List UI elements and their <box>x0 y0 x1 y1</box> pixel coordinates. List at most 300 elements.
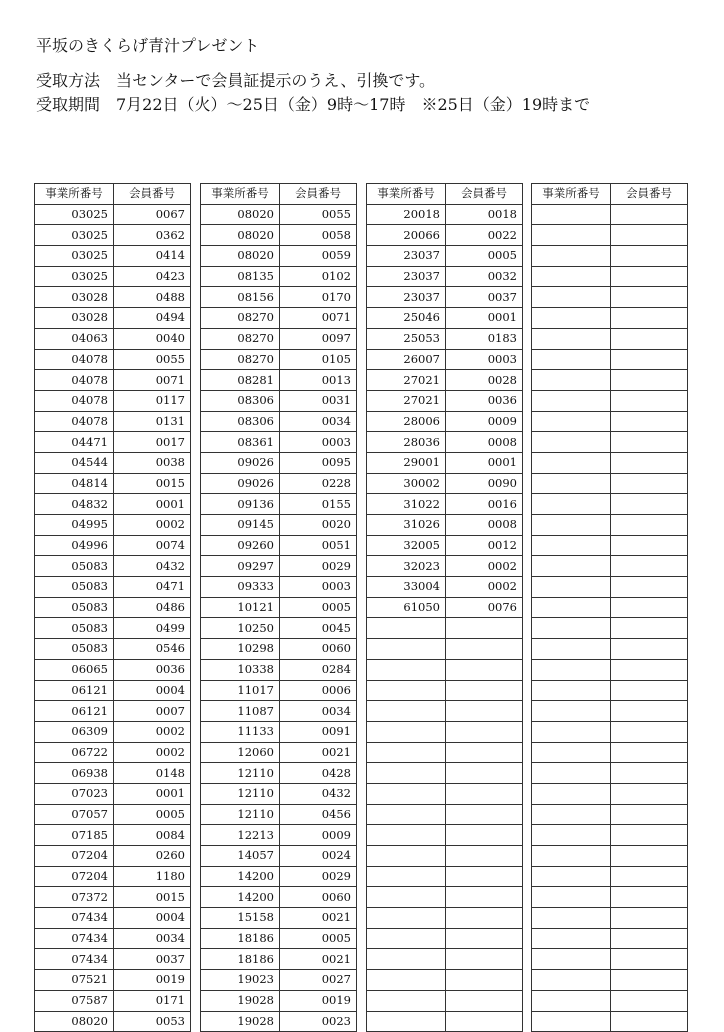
table-row <box>201 742 357 763</box>
member-number-cell: 0003 <box>280 432 357 453</box>
office-number-cell <box>532 825 611 846</box>
table-row <box>201 680 357 701</box>
office-number-cell: 05083 <box>35 639 114 660</box>
member-number-cell: 0037 <box>446 287 523 308</box>
office-number-cell: 28006 <box>367 411 446 432</box>
office-number-cell <box>367 618 446 639</box>
office-number-cell <box>532 928 611 949</box>
table-row <box>367 701 523 722</box>
office-number-cell: 09026 <box>201 452 280 473</box>
member-number-cell: 0024 <box>280 846 357 867</box>
office-number-cell <box>532 225 611 246</box>
table-row <box>367 597 523 618</box>
office-number-cell <box>532 328 611 349</box>
member-number-cell: 0031 <box>280 390 357 411</box>
office-number-cell <box>532 659 611 680</box>
member-number-cell: 0074 <box>114 535 191 556</box>
member-number-cell <box>611 473 688 494</box>
office-number-cell: 04995 <box>35 515 114 536</box>
member-number-cell: 0027 <box>280 970 357 991</box>
office-number-cell: 06121 <box>35 701 114 722</box>
member-number-cell: 0091 <box>280 721 357 742</box>
member-number-cell: 0131 <box>114 411 191 432</box>
member-number-cell: 0148 <box>114 763 191 784</box>
member-number-cell <box>446 908 523 929</box>
table-row <box>532 949 688 970</box>
member-number-cell: 0059 <box>280 246 357 267</box>
table-row <box>35 804 191 825</box>
table-row <box>201 556 357 577</box>
office-number-cell: 03028 <box>35 308 114 329</box>
office-number-cell: 04078 <box>35 390 114 411</box>
office-number-cell <box>367 970 446 991</box>
member-number-cell <box>611 287 688 308</box>
office-number-cell: 04814 <box>35 473 114 494</box>
member-number-cell: 0034 <box>114 928 191 949</box>
table-row <box>367 225 523 246</box>
office-number-cell <box>532 783 611 804</box>
table-row <box>532 618 688 639</box>
office-number-cell <box>532 473 611 494</box>
table-row <box>35 846 191 867</box>
office-number-cell <box>532 618 611 639</box>
table-row <box>35 370 191 391</box>
member-number-cell: 0071 <box>114 370 191 391</box>
table-row <box>201 846 357 867</box>
office-number-cell: 28036 <box>367 432 446 453</box>
office-number-cell: 08270 <box>201 308 280 329</box>
member-number-cell <box>611 680 688 701</box>
member-number-cell: 0002 <box>114 515 191 536</box>
member-number-cell <box>611 266 688 287</box>
office-number-cell: 08020 <box>201 204 280 225</box>
table-row <box>35 928 191 949</box>
member-number-cell <box>611 556 688 577</box>
table-row <box>201 783 357 804</box>
office-number-cell: 07057 <box>35 804 114 825</box>
office-number-cell: 03025 <box>35 266 114 287</box>
member-number-cell: 0038 <box>114 452 191 473</box>
table-row <box>532 370 688 391</box>
office-number-cell: 07372 <box>35 887 114 908</box>
table-row <box>201 494 357 515</box>
table-row <box>201 618 357 639</box>
office-number-cell: 07587 <box>35 990 114 1011</box>
member-number-cell <box>611 990 688 1011</box>
header-member-number: 会員番号 <box>611 184 688 205</box>
office-number-cell: 10121 <box>201 597 280 618</box>
table-row <box>367 515 523 536</box>
table-row <box>201 763 357 784</box>
office-number-cell: 03025 <box>35 246 114 267</box>
office-number-cell: 05083 <box>35 618 114 639</box>
table-row <box>201 1011 357 1032</box>
member-number-cell: 0013 <box>280 370 357 391</box>
member-number-cell: 0499 <box>114 618 191 639</box>
office-number-cell: 11133 <box>201 721 280 742</box>
member-number-cell <box>446 928 523 949</box>
office-number-cell <box>367 763 446 784</box>
table-row <box>35 577 191 598</box>
office-number-cell: 15158 <box>201 908 280 929</box>
office-number-cell: 06065 <box>35 659 114 680</box>
member-number-cell: 0546 <box>114 639 191 660</box>
member-number-cell <box>611 949 688 970</box>
table-row <box>367 494 523 515</box>
office-number-cell <box>532 990 611 1011</box>
page-title: 平坂のきくらげ青汁プレゼント <box>36 36 260 55</box>
member-number-cell: 0001 <box>114 783 191 804</box>
table-row <box>367 990 523 1011</box>
table-row <box>367 370 523 391</box>
member-number-cell <box>611 928 688 949</box>
member-number-cell <box>446 990 523 1011</box>
member-number-cell <box>446 804 523 825</box>
member-number-cell: 0007 <box>114 701 191 722</box>
table-row <box>367 639 523 660</box>
member-number-cell <box>611 577 688 598</box>
member-number-cell: 0060 <box>280 887 357 908</box>
member-number-cell: 0001 <box>446 308 523 329</box>
table-row <box>532 990 688 1011</box>
member-number-cell: 0017 <box>114 432 191 453</box>
office-number-cell: 05083 <box>35 597 114 618</box>
office-number-cell: 06121 <box>35 680 114 701</box>
member-number-cell: 0021 <box>280 908 357 929</box>
table-row <box>35 1011 191 1032</box>
table-row <box>532 432 688 453</box>
table-row <box>532 328 688 349</box>
office-number-cell: 29001 <box>367 452 446 473</box>
office-number-cell: 07023 <box>35 783 114 804</box>
member-number-cell: 0432 <box>114 556 191 577</box>
member-number-cell: 0004 <box>114 680 191 701</box>
member-number-cell: 0260 <box>114 846 191 867</box>
office-number-cell <box>532 908 611 929</box>
office-number-cell <box>367 949 446 970</box>
table-row <box>35 887 191 908</box>
member-number-cell <box>611 1011 688 1032</box>
office-number-cell <box>367 887 446 908</box>
member-number-cell: 0019 <box>280 990 357 1011</box>
table-row <box>201 577 357 598</box>
office-number-cell <box>532 556 611 577</box>
table-row <box>201 204 357 225</box>
member-number-cell: 1180 <box>114 866 191 887</box>
office-number-cell: 06309 <box>35 721 114 742</box>
table-row <box>532 473 688 494</box>
table-row <box>35 618 191 639</box>
member-number-cell <box>446 1011 523 1032</box>
table-row <box>367 763 523 784</box>
office-number-cell: 08020 <box>35 1011 114 1032</box>
table-row <box>367 452 523 473</box>
office-number-cell: 09297 <box>201 556 280 577</box>
table-row <box>367 949 523 970</box>
office-number-cell: 18186 <box>201 928 280 949</box>
office-number-cell: 04078 <box>35 411 114 432</box>
office-number-cell: 08306 <box>201 390 280 411</box>
office-number-cell: 09260 <box>201 535 280 556</box>
table-row <box>532 928 688 949</box>
table-row <box>201 515 357 536</box>
office-number-cell: 04471 <box>35 432 114 453</box>
office-number-cell: 25053 <box>367 328 446 349</box>
member-number-cell: 0105 <box>280 349 357 370</box>
office-number-cell: 09145 <box>201 515 280 536</box>
header-office-number: 事業所番号 <box>35 184 114 205</box>
office-number-cell <box>367 908 446 929</box>
office-number-cell <box>532 204 611 225</box>
member-number-cell <box>611 908 688 929</box>
office-number-cell: 07434 <box>35 908 114 929</box>
table-row <box>35 432 191 453</box>
office-number-cell: 03025 <box>35 225 114 246</box>
table-row <box>201 287 357 308</box>
table-row <box>367 846 523 867</box>
office-number-cell: 05083 <box>35 556 114 577</box>
office-number-cell <box>367 742 446 763</box>
table-row <box>201 411 357 432</box>
office-number-cell <box>532 887 611 908</box>
member-number-cell: 0006 <box>280 680 357 701</box>
table-row <box>201 597 357 618</box>
member-number-cell: 0019 <box>114 970 191 991</box>
office-number-cell: 31026 <box>367 515 446 536</box>
table-row <box>35 597 191 618</box>
office-number-cell <box>367 804 446 825</box>
office-number-cell: 07434 <box>35 928 114 949</box>
office-number-cell: 12060 <box>201 742 280 763</box>
member-number-cell <box>611 328 688 349</box>
table-row <box>35 742 191 763</box>
table-row <box>201 970 357 991</box>
table-row <box>367 804 523 825</box>
office-number-cell: 23037 <box>367 246 446 267</box>
member-number-cell: 0053 <box>114 1011 191 1032</box>
header-member-number: 会員番号 <box>114 184 191 205</box>
office-number-cell: 20018 <box>367 204 446 225</box>
member-number-cell <box>611 515 688 536</box>
office-number-cell: 03028 <box>35 287 114 308</box>
office-number-cell: 07204 <box>35 866 114 887</box>
member-number-cell <box>446 639 523 660</box>
member-number-cell: 0002 <box>114 742 191 763</box>
table-row <box>367 866 523 887</box>
table-row <box>35 680 191 701</box>
table-row <box>35 473 191 494</box>
office-number-cell: 07204 <box>35 846 114 867</box>
table-row <box>35 949 191 970</box>
member-number-cell: 0001 <box>446 452 523 473</box>
member-number-cell: 0021 <box>280 742 357 763</box>
office-number-cell <box>532 349 611 370</box>
office-number-cell: 04063 <box>35 328 114 349</box>
office-number-cell: 09136 <box>201 494 280 515</box>
member-number-cell <box>446 701 523 722</box>
table-row <box>532 246 688 267</box>
table-row <box>367 411 523 432</box>
table-row <box>35 721 191 742</box>
member-number-cell: 0060 <box>280 639 357 660</box>
office-number-cell <box>367 846 446 867</box>
table-row <box>201 308 357 329</box>
member-number-cell: 0008 <box>446 432 523 453</box>
office-number-cell <box>532 804 611 825</box>
office-number-cell <box>532 494 611 515</box>
member-number-cell: 0036 <box>446 390 523 411</box>
office-number-cell <box>532 846 611 867</box>
office-number-cell <box>532 432 611 453</box>
office-number-cell <box>532 949 611 970</box>
member-number-cell: 0015 <box>114 473 191 494</box>
member-number-cell <box>446 846 523 867</box>
office-number-cell <box>532 246 611 267</box>
office-number-cell: 19028 <box>201 1011 280 1032</box>
office-number-cell <box>532 639 611 660</box>
member-number-cell: 0095 <box>280 452 357 473</box>
table-row <box>367 659 523 680</box>
table-row <box>532 452 688 473</box>
member-number-cell: 0036 <box>114 659 191 680</box>
header-office-number: 事業所番号 <box>367 184 446 205</box>
office-number-cell <box>532 721 611 742</box>
table-row <box>35 783 191 804</box>
member-number-cell <box>611 370 688 391</box>
table-row <box>532 535 688 556</box>
member-number-cell <box>611 390 688 411</box>
table-row <box>201 535 357 556</box>
table-row <box>532 515 688 536</box>
office-number-cell: 12213 <box>201 825 280 846</box>
office-number-cell <box>532 597 611 618</box>
office-number-cell: 11087 <box>201 701 280 722</box>
member-number-cell <box>446 783 523 804</box>
table-row <box>367 887 523 908</box>
member-number-cell <box>446 618 523 639</box>
pickup-method: 受取方法 当センターで会員証提示のうえ、引換です。 <box>36 71 436 90</box>
member-number-cell: 0016 <box>446 494 523 515</box>
table-row <box>35 246 191 267</box>
office-number-cell: 27021 <box>367 370 446 391</box>
member-table-3 <box>366 183 523 1032</box>
office-number-cell: 14200 <box>201 887 280 908</box>
office-number-cell: 06938 <box>35 763 114 784</box>
table-row <box>367 349 523 370</box>
table-row <box>201 659 357 680</box>
table-row <box>532 825 688 846</box>
office-number-cell <box>532 701 611 722</box>
table-row <box>367 246 523 267</box>
office-number-cell: 12110 <box>201 783 280 804</box>
table-row <box>201 928 357 949</box>
member-number-cell: 0055 <box>280 204 357 225</box>
table-row <box>532 1011 688 1032</box>
table-row <box>201 370 357 391</box>
table-row <box>532 908 688 929</box>
member-number-cell: 0029 <box>280 866 357 887</box>
table-row <box>35 452 191 473</box>
table-row <box>532 866 688 887</box>
member-number-cell <box>446 721 523 742</box>
office-number-cell: 03025 <box>35 204 114 225</box>
office-number-cell: 12110 <box>201 804 280 825</box>
table-row <box>35 556 191 577</box>
office-number-cell <box>532 308 611 329</box>
office-number-cell: 05083 <box>35 577 114 598</box>
member-number-cell <box>611 639 688 660</box>
office-number-cell: 09333 <box>201 577 280 598</box>
table-row <box>35 535 191 556</box>
table-row <box>35 204 191 225</box>
table-row <box>532 804 688 825</box>
office-number-cell: 23037 <box>367 266 446 287</box>
office-number-cell <box>367 639 446 660</box>
member-number-cell: 0002 <box>114 721 191 742</box>
member-number-cell: 0486 <box>114 597 191 618</box>
member-number-cell <box>611 349 688 370</box>
office-number-cell <box>532 266 611 287</box>
office-number-cell: 10250 <box>201 618 280 639</box>
office-number-cell: 04996 <box>35 535 114 556</box>
table-row <box>35 659 191 680</box>
member-number-cell: 0021 <box>280 949 357 970</box>
member-number-cell: 0037 <box>114 949 191 970</box>
member-number-cell: 0020 <box>280 515 357 536</box>
office-number-cell: 19023 <box>201 970 280 991</box>
table-row <box>367 680 523 701</box>
office-number-cell: 04832 <box>35 494 114 515</box>
member-number-cell: 0003 <box>446 349 523 370</box>
office-number-cell: 08306 <box>201 411 280 432</box>
office-number-cell <box>367 783 446 804</box>
member-number-cell <box>446 659 523 680</box>
office-number-cell: 31022 <box>367 494 446 515</box>
office-number-cell: 30002 <box>367 473 446 494</box>
table-row <box>35 349 191 370</box>
member-number-cell: 0003 <box>280 577 357 598</box>
member-number-cell: 0028 <box>446 370 523 391</box>
table-row <box>201 432 357 453</box>
member-number-cell: 0414 <box>114 246 191 267</box>
table-row <box>532 701 688 722</box>
member-number-cell: 0034 <box>280 701 357 722</box>
member-number-cell: 0055 <box>114 349 191 370</box>
member-number-cell <box>611 411 688 432</box>
office-number-cell: 32005 <box>367 535 446 556</box>
table-row <box>367 535 523 556</box>
member-number-cell: 0097 <box>280 328 357 349</box>
table-row <box>201 390 357 411</box>
member-number-cell: 0155 <box>280 494 357 515</box>
office-number-cell <box>532 287 611 308</box>
office-number-cell <box>532 1011 611 1032</box>
member-number-cell: 0004 <box>114 908 191 929</box>
table-row <box>201 452 357 473</box>
table-row <box>367 473 523 494</box>
table-row <box>201 225 357 246</box>
table-row <box>35 225 191 246</box>
table-row <box>532 411 688 432</box>
member-number-cell <box>611 246 688 267</box>
office-number-cell <box>367 721 446 742</box>
table-row <box>532 742 688 763</box>
member-number-cell <box>611 825 688 846</box>
office-number-cell: 20066 <box>367 225 446 246</box>
table-row <box>367 928 523 949</box>
table-row <box>201 908 357 929</box>
member-number-cell: 0067 <box>114 204 191 225</box>
